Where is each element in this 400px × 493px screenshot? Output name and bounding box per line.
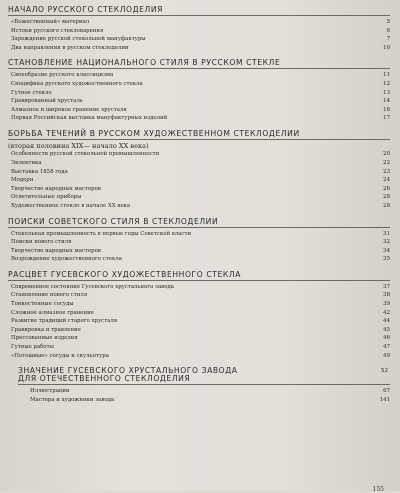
entry-title: Специфика русского художественного стекла: [11, 80, 143, 87]
page-number: 155: [372, 486, 384, 493]
entry-page: 22: [383, 159, 390, 166]
entry-page: 49: [383, 352, 390, 359]
section-heading: СТАНОВЛЕНИЕ НАЦИОНАЛЬНОГО СТИЛЯ В РУССКОМ СТЕКЛЕ: [8, 59, 390, 69]
entry-page: 34: [383, 247, 390, 254]
entry-title: Гравировка и травление: [11, 326, 81, 333]
entry-page: 7: [386, 36, 390, 43]
entry-page: 47: [383, 344, 390, 351]
entry-page: 141: [379, 396, 390, 403]
entry-page: 10: [383, 44, 390, 51]
toc-entry[interactable]: [8, 317, 390, 326]
toc-entry[interactable]: [8, 238, 390, 247]
entry-title: Поиски нового стиля: [11, 239, 72, 246]
toc-entry[interactable]: [8, 106, 390, 115]
entry-page: 38: [383, 292, 390, 299]
toc-entry[interactable]: [8, 97, 390, 106]
entry-title: Особенности русской стекольной промышленности: [11, 151, 160, 158]
entry-page: 45: [383, 326, 390, 333]
entry-title: Современное состояние Гусевского хрустального завода: [11, 283, 174, 290]
toc-section: [8, 130, 390, 211]
toc-entry[interactable]: [8, 309, 390, 318]
entry-title: Творчество народных мастеров: [11, 185, 101, 192]
toc-entry[interactable]: [8, 300, 390, 309]
section-heading: РАСЦВЕТ ГУСЕВСКОГО ХУДОЖЕСТВЕННОГО СТЕКЛА: [8, 271, 390, 281]
entry-page: 17: [383, 115, 390, 122]
entry-page: 6: [386, 27, 390, 34]
toc-entry[interactable]: [8, 387, 390, 396]
entry-title: Два направления в русском стеклоделии: [11, 44, 129, 51]
entry-title: «Потешные» сосуды и скульптура: [11, 352, 109, 359]
entry-page: 44: [383, 318, 390, 325]
entry-page: 32: [383, 239, 390, 246]
toc-entry[interactable]: [8, 352, 390, 361]
toc-entry[interactable]: [8, 176, 390, 185]
entry-page: 31: [383, 230, 390, 237]
entry-page: 5: [386, 19, 390, 25]
entry-title: Первая Российская выставка мануфактурных изделий: [11, 115, 168, 122]
toc-section: [8, 6, 390, 52]
toc-entry[interactable]: [8, 44, 390, 53]
entry-title: Гутные работы: [11, 344, 54, 351]
entry-page: 46: [383, 335, 390, 342]
entry-page: 12: [383, 80, 390, 87]
entry-title: Стекольная промышленность в первые годы Советской власти: [11, 230, 192, 237]
toc-entry[interactable]: [8, 255, 390, 264]
toc-entry[interactable]: [8, 159, 390, 168]
entry-title: Осветительные приборы: [11, 194, 82, 201]
entry-page: 14: [383, 98, 390, 105]
toc-entry[interactable]: [8, 80, 390, 89]
toc-entry[interactable]: [8, 35, 390, 44]
entry-page: 37: [383, 283, 390, 290]
toc-entry[interactable]: [8, 89, 390, 98]
entry-title: Эклектика: [11, 159, 42, 166]
entry-title: Выставка 1858 года: [11, 168, 68, 175]
entry-page: 11: [383, 72, 390, 79]
entry-page: 35: [383, 256, 390, 263]
section-heading-line2: ДЛЯ ОТЕЧЕСТВЕННОГО СТЕКЛОДЕЛИЯ: [18, 374, 191, 384]
entry-title: Своеобразие русского классицизма: [11, 72, 114, 79]
toc-entry[interactable]: [8, 334, 390, 343]
entry-title: Гравированный хрусталь: [11, 98, 83, 105]
entry-page: 39: [383, 301, 390, 308]
entry-page: 28: [383, 194, 390, 201]
toc-section: [8, 271, 390, 360]
toc-entry[interactable]: [8, 291, 390, 300]
toc-entry[interactable]: [8, 202, 390, 211]
entry-page: 28: [383, 202, 390, 209]
entry-title: Сложное алмазное гранение: [11, 309, 94, 316]
entry-title: Тонкостенные сосуды: [11, 301, 74, 308]
entry-title: «Божественный» материал: [11, 19, 90, 25]
entry-title: Зарождение русской стекольной мануфактуры: [11, 36, 146, 43]
toc-section: [8, 367, 390, 404]
entry-title: Художественное стекло в начале XX века: [11, 202, 131, 209]
entry-page: 16: [383, 106, 390, 113]
entry-title: Прессованные изделия: [11, 335, 78, 342]
section-subheading: (вторая половина XIX— начало XX века): [8, 141, 149, 150]
entry-page: 13: [383, 89, 390, 96]
entry-title: Развитие традиций старого хрусталя: [11, 318, 118, 325]
toc-entry[interactable]: [8, 150, 390, 159]
section-heading-line1: ЗНАЧЕНИЕ ГУСЕВСКОГО ХРУСТАЛЬНОГО ЗАВОДА: [18, 366, 238, 376]
entry-title: Становление нового стиля: [11, 292, 88, 299]
toc-entry[interactable]: [8, 326, 390, 335]
entry-page: 23: [383, 168, 390, 175]
toc-entry[interactable]: [8, 114, 390, 123]
section-heading: БОРЬБА ТЕЧЕНИЙ В РУССКОМ ХУДОЖЕСТВЕННОМ СТЕКЛОДЕЛИИ: [8, 130, 390, 140]
entry-title: Истоки русского стекловарения: [11, 27, 104, 34]
entry-title: Модерн: [11, 177, 34, 184]
toc-entry[interactable]: [8, 27, 390, 36]
section-heading: ПОИСКИ СОВЕТСКОГО СТИЛЯ В СТЕКЛОДЕЛИИ: [8, 218, 390, 228]
section-heading: [18, 367, 390, 385]
entry-page: 42: [383, 309, 390, 316]
toc-entry[interactable]: [8, 396, 390, 405]
entry-title: Возрождение художественного стекла: [11, 256, 122, 263]
toc-entry[interactable]: [8, 343, 390, 352]
toc-section: [8, 59, 390, 123]
toc-section: [8, 218, 390, 264]
entry-title: Творчество народных мастеров: [11, 247, 101, 254]
entry-title: Мастера и художники завода: [30, 396, 115, 403]
toc-entry[interactable]: [8, 168, 390, 177]
entry-page: 67: [383, 388, 390, 395]
toc-entry[interactable]: [8, 18, 390, 27]
toc-entry[interactable]: [8, 185, 390, 194]
section-heading: НАЧАЛО РУССКОГО СТЕКЛОДЕЛИЯ: [8, 6, 390, 16]
entry-title: Гутное стекло: [11, 89, 52, 96]
entry-page: 20: [383, 151, 390, 158]
entry-title: Иллюстрации: [30, 388, 70, 395]
entry-page: 24: [383, 177, 390, 184]
toc-entry[interactable]: [8, 193, 390, 202]
entry-page: 26: [383, 185, 390, 192]
toc-entry[interactable]: [8, 71, 390, 80]
toc-entry[interactable]: [8, 230, 390, 239]
section-heading-page: 52: [381, 368, 388, 375]
entry-title: Алмазное и широкое гранение хрусталя: [11, 106, 127, 113]
toc-entry[interactable]: [8, 283, 390, 292]
toc-entry[interactable]: [8, 247, 390, 256]
